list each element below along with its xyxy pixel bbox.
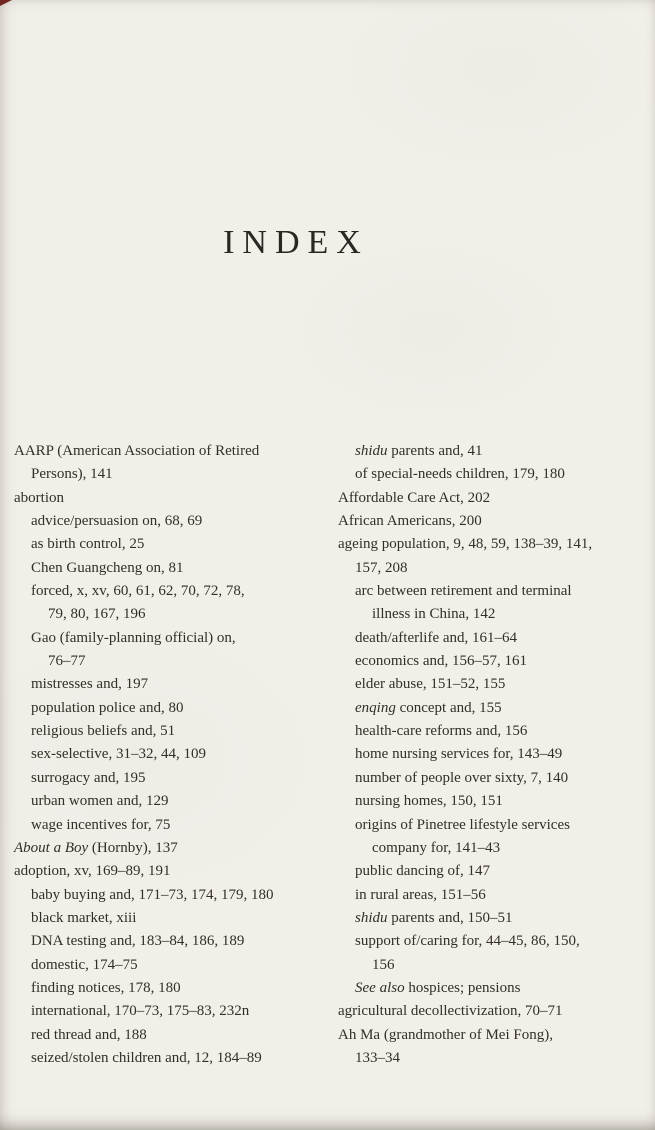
index-text: parents and, 150–51: [387, 909, 513, 926]
index-line: [14, 627, 324, 650]
index-line: [14, 463, 324, 486]
index-text: Chen Guangcheng on, 81: [31, 559, 184, 576]
index-line: [14, 557, 324, 580]
index-text: 157, 208: [355, 559, 408, 576]
index-text: 79, 80, 167, 196: [48, 606, 146, 623]
index-text: Affordable Care Act, 202: [338, 489, 491, 506]
index-text: abortion: [14, 489, 64, 506]
index-line: [14, 510, 324, 533]
index-text: origins of Pinetree lifestyle services: [355, 816, 570, 833]
index-line: [338, 1000, 648, 1023]
index-text: (Hornby), 137: [88, 839, 178, 856]
index-line: [14, 580, 324, 603]
index-text: in rural areas, 151–56: [355, 886, 486, 903]
index-text: baby buying and, 171–73, 174, 179, 180: [31, 886, 274, 903]
index-text: urban women and, 129: [31, 793, 169, 810]
index-text: home nursing services for, 143–49: [355, 746, 563, 763]
index-line: [14, 930, 324, 953]
index-text-italic: enqing: [355, 699, 396, 716]
index-text: agricultural decollectivization, 70–71: [338, 1003, 563, 1020]
index-text: religious beliefs and, 51: [31, 723, 176, 740]
index-line: [14, 1047, 324, 1070]
index-text: surrogacy and, 195: [31, 769, 146, 786]
index-columns: [14, 440, 648, 1070]
index-text: Persons), 141: [31, 466, 113, 483]
index-text: sex-selective, 31–32, 44, 109: [31, 746, 206, 763]
index-line: [338, 1024, 648, 1047]
index-text: mistresses and, 197: [31, 676, 149, 693]
index-text: black market, xiii: [31, 909, 137, 926]
index-line: [14, 533, 324, 556]
index-line: [338, 440, 648, 463]
index-text: forced, x, xv, 60, 61, 62, 70, 72, 78,: [31, 583, 245, 600]
index-line: [338, 463, 648, 486]
index-text: ageing population, 9, 48, 59, 138–39, 141,: [338, 536, 593, 553]
index-line: [14, 697, 324, 720]
scan-corner-mark: [0, 0, 12, 6]
index-line: [338, 603, 648, 626]
index-column-left: [14, 440, 324, 1070]
index-line: [338, 743, 648, 766]
index-line: [338, 720, 648, 743]
index-line: [338, 884, 648, 907]
index-line: [14, 977, 324, 1000]
index-text: arc between retirement and terminal: [355, 583, 572, 600]
index-text-italic: shidu: [355, 443, 388, 459]
index-line: [14, 860, 324, 883]
index-text: Ah Ma (grandmother of Mei Fong),: [338, 1026, 553, 1043]
index-text: death/afterlife and, 161–64: [355, 629, 518, 646]
index-line: [14, 720, 324, 743]
index-text: domestic, 174–75: [31, 956, 138, 973]
index-text: AARP (American Association of Retired: [14, 443, 260, 459]
index-text: as birth control, 25: [31, 536, 145, 553]
index-text: nursing homes, 150, 151: [355, 793, 503, 810]
index-line: [338, 767, 648, 790]
index-column-right: [338, 440, 648, 1070]
index-line: [14, 603, 324, 626]
page-title: INDEX: [223, 223, 369, 261]
index-text: illness in China, 142: [372, 606, 496, 623]
index-line: [338, 510, 648, 533]
index-text: company for, 141–43: [372, 839, 501, 856]
index-line: [14, 767, 324, 790]
index-line: [338, 533, 648, 556]
index-text: elder abuse, 151–52, 155: [355, 676, 506, 693]
index-text: health-care reforms and, 156: [355, 723, 528, 740]
index-line: [338, 930, 648, 953]
index-line: [338, 814, 648, 837]
index-line: [338, 557, 648, 580]
index-text: number of people over sixty, 7, 140: [355, 769, 569, 786]
index-text: advice/persuasion on, 68, 69: [31, 513, 203, 530]
index-text: Gao (family-planning official) on,: [31, 629, 236, 646]
index-text: public dancing of, 147: [355, 863, 490, 880]
index-text: finding notices, 178, 180: [31, 979, 181, 996]
index-line: [14, 1024, 324, 1047]
index-text: concept and, 155: [395, 699, 502, 716]
index-line: [338, 1047, 648, 1070]
index-line: [338, 627, 648, 650]
index-text: international, 170–73, 175–83, 232n: [31, 1003, 250, 1020]
index-line: [14, 907, 324, 930]
index-text: population police and, 80: [31, 699, 184, 716]
index-text: DNA testing and, 183–84, 186, 189: [31, 933, 245, 950]
index-line: [14, 650, 324, 673]
index-text: wage incentives for, 75: [31, 816, 171, 833]
index-line: [14, 487, 324, 510]
index-text: 133–34: [355, 1049, 400, 1066]
index-line: [338, 977, 648, 1000]
index-text-italic: shidu: [355, 909, 388, 926]
index-line: [338, 487, 648, 510]
index-text-italic: See also: [355, 979, 405, 996]
index-text: adoption, xv, 169–89, 191: [14, 863, 171, 880]
index-line: [338, 580, 648, 603]
index-text-italic: About a Boy: [14, 839, 89, 856]
index-line: [14, 837, 324, 860]
index-text: hospices; pensions: [404, 979, 521, 996]
index-line: [14, 884, 324, 907]
index-text: support of/caring for, 44–45, 86, 150,: [355, 933, 580, 950]
index-line: [14, 673, 324, 696]
index-line: [14, 1000, 324, 1023]
index-line: [338, 673, 648, 696]
index-text: African Americans, 200: [338, 513, 482, 530]
index-line: [14, 954, 324, 977]
index-line: [14, 440, 324, 463]
index-text: red thread and, 188: [31, 1026, 147, 1043]
index-line: [338, 650, 648, 673]
index-text: economics and, 156–57, 161: [355, 653, 528, 670]
index-text: parents and, 41: [387, 443, 483, 459]
index-line: [338, 837, 648, 860]
index-line: [14, 814, 324, 837]
index-line: [14, 790, 324, 813]
index-line: [338, 907, 648, 930]
index-text: of special-needs children, 179, 180: [355, 466, 565, 483]
index-text: seized/stolen children and, 12, 184–89: [31, 1049, 262, 1066]
index-line: [338, 790, 648, 813]
index-line: [14, 743, 324, 766]
index-text: 156: [372, 956, 395, 973]
index-line: [338, 860, 648, 883]
index-line: [338, 954, 648, 977]
index-line: [338, 697, 648, 720]
index-text: 76–77: [48, 653, 86, 670]
